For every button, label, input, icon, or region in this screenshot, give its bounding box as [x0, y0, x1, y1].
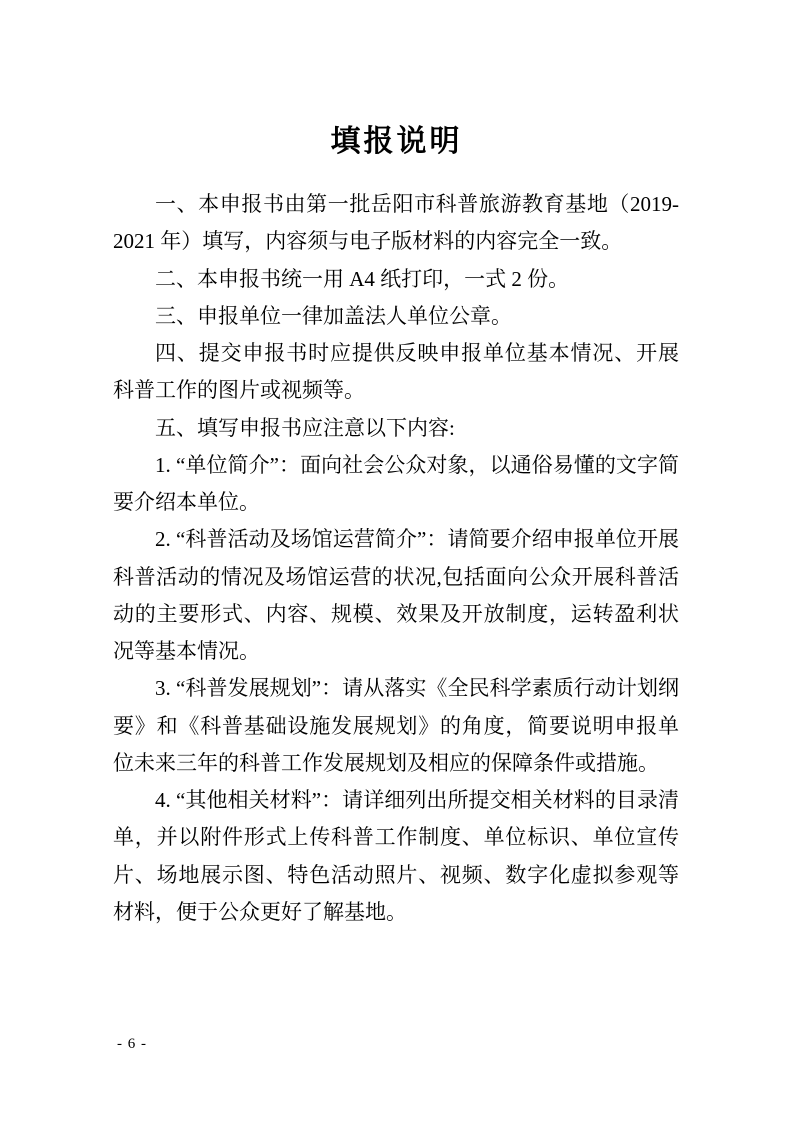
paragraph-1: 一、本申报书由第一批岳阳市科普旅游教育基地（2019-2021 年）填写，内容须与电子版材料的内容完全一致。 [113, 192, 679, 254]
document-body [113, 186, 679, 931]
paragraph-4: 四、提交申报书时应提供反映申报单位基本情况、开展科普工作的图片或视频等。 [113, 341, 679, 403]
paragraph-5: 五、填写申报书应注意以下内容: [155, 415, 455, 440]
paragraph-item-1: 1. “单位简介”：面向社会公众对象，以通俗易懂的文字简要介绍本单位。 [113, 452, 679, 514]
paragraph-item-2: 2. “科普活动及场馆运营简介”：请简要介绍申报单位开展科普活动的情况及场馆运营的状况,包括面向公众开展科普活动的主要形式、内容、规模、效果及开放制度，运转盈利状况等基本情况。 [113, 527, 679, 663]
paragraph-3: 三、申报单位一律加盖法人单位公章。 [155, 303, 512, 328]
page-title: 填报说明 [330, 125, 463, 158]
paragraph-2: 二、本申报书统一用 A4 纸打印，一式 2 份。 [155, 266, 570, 291]
paragraph-item-3: 3. “科普发展规划”：请从落实《全民科学素质行动计划纲要》和《科普基础设施发展规划》的角度，简要说明申报单位未来三年的科普工作发展规划及相应的保障条件或措施。 [113, 676, 679, 775]
page-number: - 6 - [117, 1036, 147, 1052]
paragraph-item-4: 4. “其他相关材料”：请详细列出所提交相关材料的目录清单，并以附件形式上传科普工作制度、单位标识、单位宣传片、场地展示图、特色活动照片、视频、数字化虚拟参观等材料，便于公众更好了解基地。 [113, 788, 679, 924]
